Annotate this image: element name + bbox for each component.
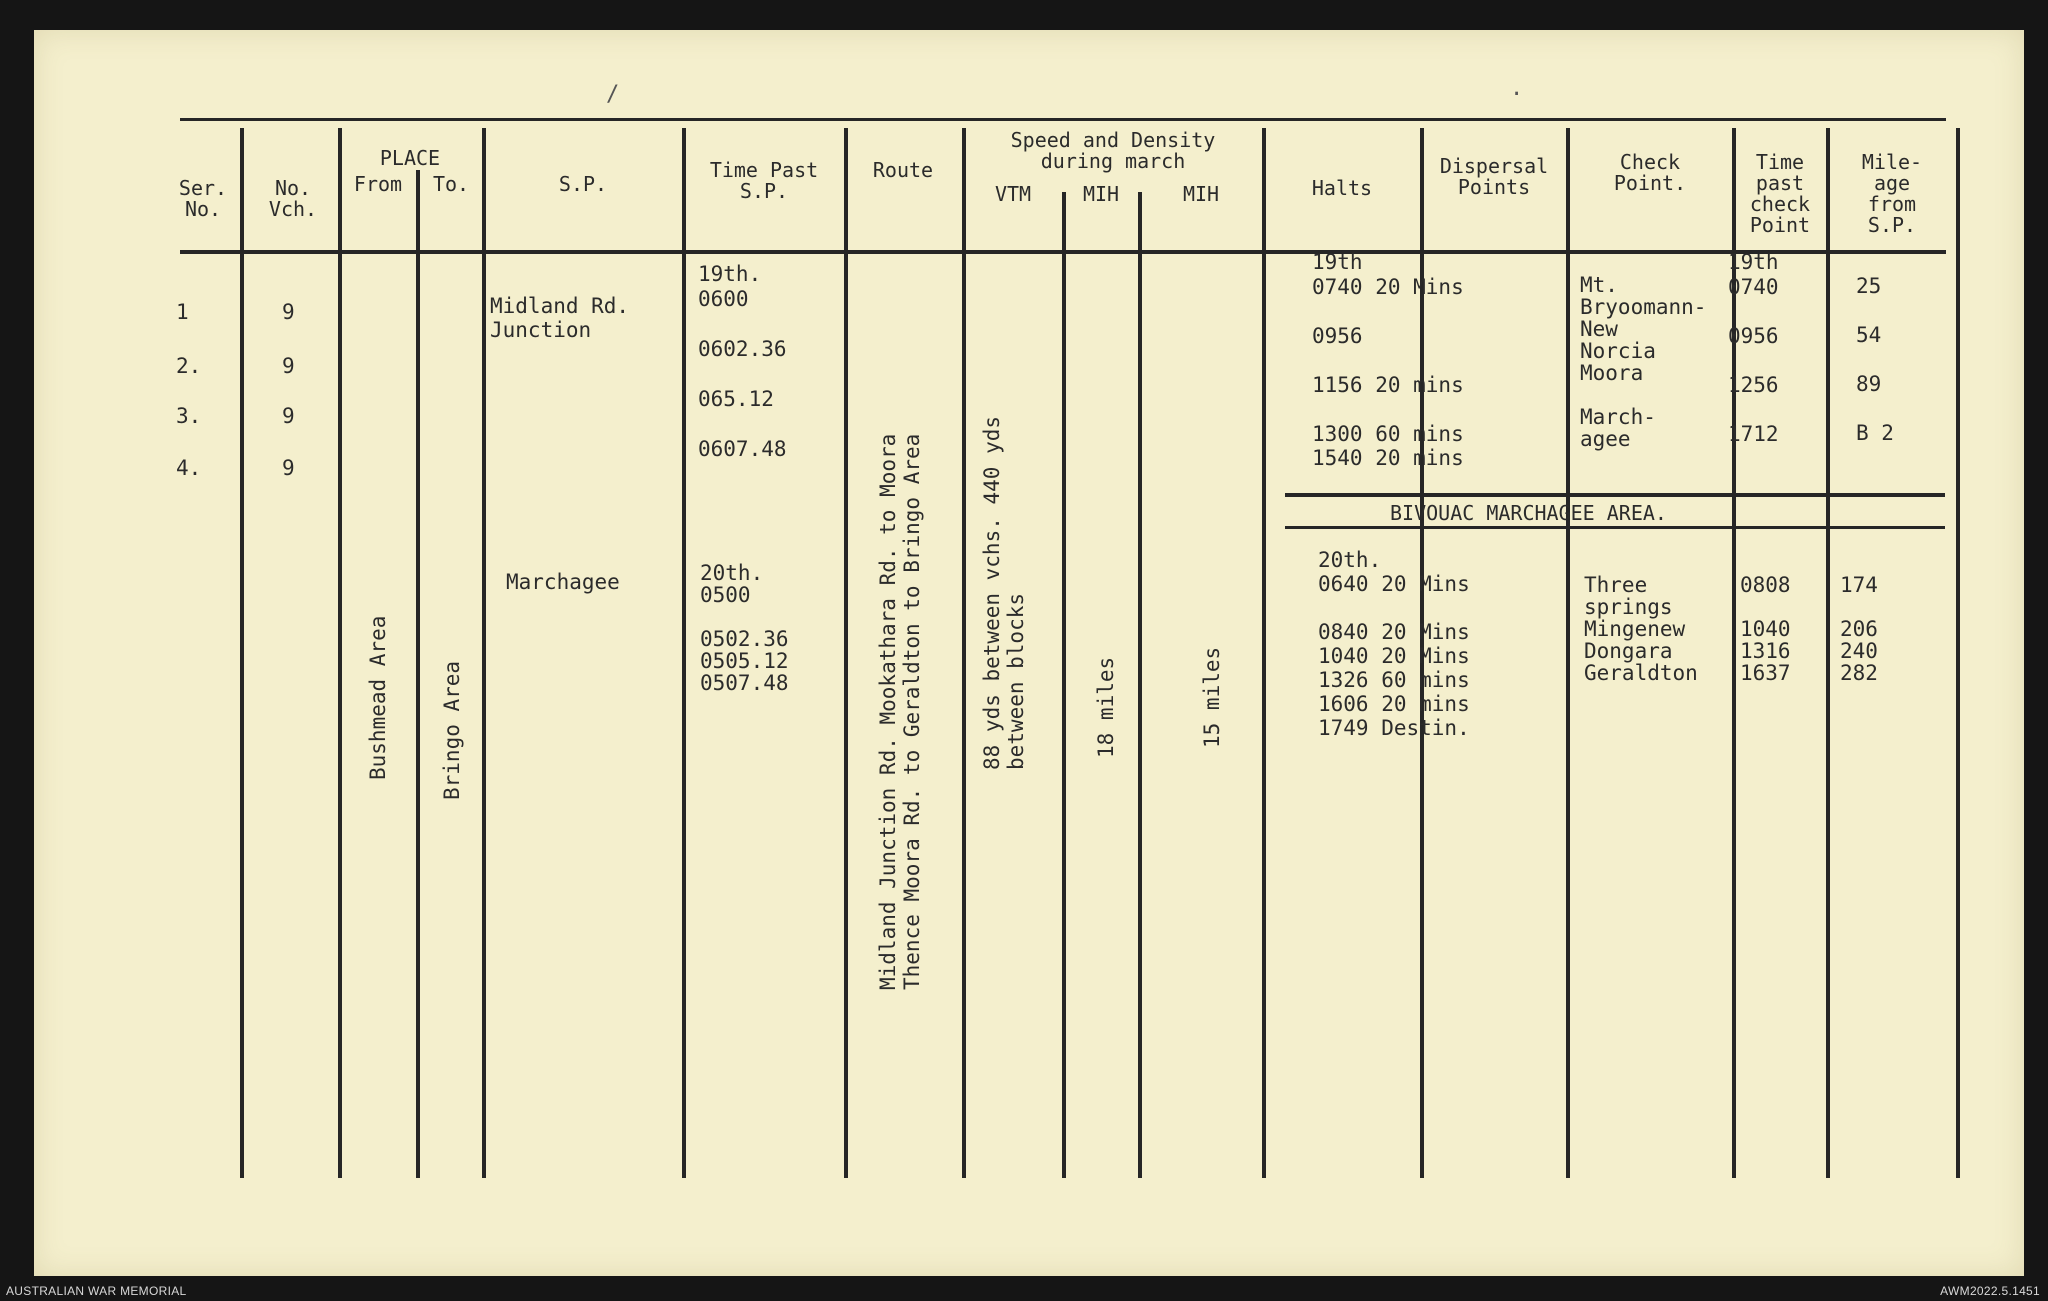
no-vch-value: 9: [282, 300, 295, 324]
column-rule: [1566, 128, 1570, 1178]
no-vch-value: 9: [282, 456, 295, 480]
header-from: From: [353, 172, 403, 196]
column-rule: [962, 128, 966, 1178]
vtm-spacing-vertical: 88 yds between vchs. 440 yds between blocks: [980, 415, 1028, 770]
no-vch-value: 9: [282, 354, 295, 378]
header-top-rule: [180, 118, 1946, 121]
ser-no-value: 1: [176, 300, 189, 324]
bivouac-top-rule: [1285, 493, 1945, 497]
pencil-mark: /: [606, 82, 620, 107]
bivouac-note: BIVOUAC MARCHAGEE AREA.: [1390, 501, 1667, 525]
route-vertical: Midland Junction Rd. Mookathara Rd. to Moora Thence Moora Rd. to Geraldton to Bringo Area: [876, 433, 924, 990]
header-place: PLACE: [379, 146, 441, 170]
header-ser-no: Ser. No.: [178, 176, 228, 221]
column-rule: [482, 128, 486, 1178]
halts-day2: 20th. 0640 20 Mins 0840 20 Mins 1040 20 Mins 1326 60 mins 1606 20 mins 1749 Destin.: [1318, 548, 1470, 740]
column-rule: [1138, 192, 1142, 1178]
mileage-day1: 25 54 89 B 2: [1856, 274, 1894, 445]
bivouac-bottom-rule: [1285, 526, 1945, 529]
mileage-day2: 174 206 240 282: [1840, 573, 1878, 685]
column-rule: [682, 128, 686, 1178]
check-points-day1: Mt. Bryoomann- New Norcia Moora March- agee: [1580, 273, 1707, 451]
check-points-day2: Three springs Mingenew Dongara Geraldton: [1584, 573, 1698, 685]
header-mileage-from-sp: Mile- age from S.P.: [1861, 150, 1923, 237]
header-mih-1: MIH: [1082, 182, 1120, 206]
column-rule: [240, 128, 244, 1178]
sp-day1: Midland Rd. Junction: [490, 294, 630, 342]
archive-reference: AWM2022.5.1451: [1940, 1284, 2040, 1298]
column-rule: [844, 128, 848, 1178]
header-mih-2: MIH: [1182, 182, 1220, 206]
column-rule: [338, 128, 342, 1178]
header-to: To.: [432, 172, 470, 196]
to-place-vertical: Bringo Area: [440, 660, 464, 800]
mih-speed-1-vertical: 18 miles: [1094, 656, 1118, 758]
header-speed-density: Speed and Density during march: [1010, 128, 1216, 173]
header-halts: Halts: [1311, 176, 1373, 200]
halts-day1: 19th 0740 20 Mins 0956 1156 20 mins 1300 60 mins 1540 20 mins: [1312, 250, 1464, 470]
time-past-check-day2: 0808 1040 1316 1637: [1740, 573, 1791, 685]
column-rule: [1826, 128, 1830, 1178]
column-rule: [416, 170, 420, 1178]
ser-no-value: 2.: [176, 354, 202, 378]
header-time-past-check-point: Time past check Point: [1749, 150, 1811, 237]
no-vch-value: 9: [282, 404, 295, 428]
pencil-mark: ·: [1510, 82, 1524, 107]
ser-no-value: 4.: [176, 456, 202, 480]
column-rule: [1262, 128, 1266, 1178]
column-rule: [1956, 128, 1960, 1178]
archive-credit: AUSTRALIAN WAR MEMORIAL: [6, 1284, 187, 1298]
column-rule: [1062, 192, 1066, 1178]
header-check-point: Check Point.: [1613, 150, 1687, 195]
time-past-check-day1: 19th 0740 0956 1256 1712: [1728, 250, 1779, 446]
mih-speed-2-vertical: 15 miles: [1200, 646, 1224, 748]
header-time-past-sp: Time Past S.P.: [709, 158, 819, 203]
header-no-vch: No. Vch.: [268, 176, 318, 221]
header-vtm: VTM: [994, 182, 1032, 206]
header-sp: S.P.: [558, 172, 608, 196]
header-dispersal-points: Dispersal Points: [1439, 154, 1549, 199]
sp-day2: Marchagee: [506, 570, 620, 594]
time-past-sp-day2: 20th. 0500 0502.36 0505.12 0507.48: [700, 561, 789, 695]
time-past-sp-day1: 19th. 0600 0602.36 065.12 0607.48: [698, 262, 787, 461]
from-place-vertical: Bushmead Area: [366, 615, 390, 780]
ser-no-value: 3.: [176, 404, 202, 428]
header-route: Route: [872, 158, 934, 182]
